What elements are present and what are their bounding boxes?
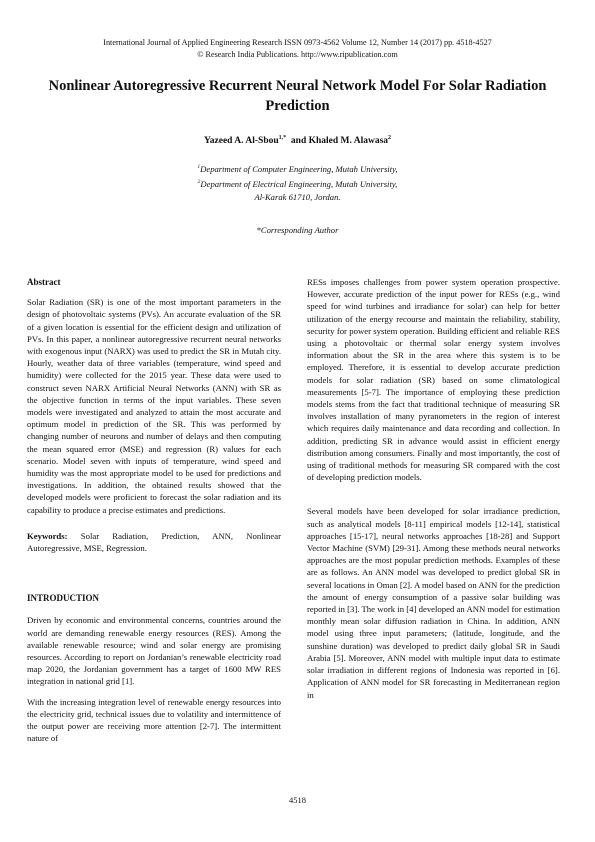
right-paragraph-2: Several models have been developed for solar irradiance prediction, such as analytical models [8-11] empirical models [12-14], statistical approaches [15-17], neural networks approaches [18-28] and Support Vector Machine (SVM) [29-31]. Among these methods neural networks approaches are the most popular prediction methods. Examples of these are as follows. An ANN model was developed to predict global SR in several locations in Oman [2]. A model based on ANN for the prediction the amount of energy consumption of a passive solar building was reported in [3]. The work in [4] developed an ANN model for estimation monthly mean solar diffusion radiation in China. In addition, ANN model using three input parameters; (latitude, longitude, and the sunshine duration) was developed to predict daily global SR in Saudi Arabia [5]. Moreover, ANN model with multiple input data to estimate solar irradiation in different regions of Indonesia was reported in [6]. Application of ANN model for SR forecasting in Mediterranean region in xyxy=(307,506,560,700)
page-number: 4518 xyxy=(289,795,306,805)
introduction-paragraph-2: With the increasing integration level of renewable energy resources into the electricity grid, technical issues due to volatility and intermittence of the output power are receiving more attention [2-7]. The intermittent nature of xyxy=(27,696,281,744)
author-2: Khaled M. Alawasa xyxy=(308,136,389,147)
keywords-label: Keywords: xyxy=(27,530,68,541)
affiliation-1-text: Department of Computer Engineering, Mutah University, xyxy=(200,163,398,174)
affiliation-3: Al-Karak 61710, Jordan. xyxy=(254,191,341,202)
corresponding-author-note: *Corresponding Author xyxy=(256,225,339,235)
author-1-superscript: 1,* xyxy=(278,135,287,141)
publisher-line: © Research India Publications. http://www.ripublication.com xyxy=(197,50,398,59)
author-connector: and xyxy=(290,136,307,147)
paper-title: Nonlinear Autoregressive Recurrent Neural Network Model For Solar Radiation Prediction xyxy=(48,78,547,114)
introduction-heading: INTRODUCTION xyxy=(27,593,100,604)
author-2-superscript: 2 xyxy=(388,135,392,141)
abstract-text: Solar Radiation (SR) is one of the most important parameters in the design of photovoltaic systems (PVs). An accurate evaluation of the SR of a given location is essential for the efficient design and utilization of PVs. In this paper, a nonlinear autoregressive recurrent neural networks with exogenous input (NARX) was used to predict the SR in Mutah city. Hourly, weather data of three variables (temperature, wind speed and humidity) were collected for the 2015 year. These data were used to construct seven NARX Artificial Neural Networks (ANN) with SR as the objective function in terms of the input variables. These seven models were investigated and analyzed to attain the most accurate and optimum model in prediction of the SR. This was performed by changing number of neurons and number of delays and then computing the mean squared error (MSE) and regression (R) values for each scenario. Model seven with inputs of temperature, wind speed and humidity was the most appropriate model to be used for predictions and investigations. In addition, the obtained results showed that the developed models were proficient to forecast the solar radiation and its capability to produce a precise estimates and predictions. xyxy=(27,297,281,515)
journal-header xyxy=(0,37,595,61)
affiliations xyxy=(0,161,595,204)
right-paragraph-1: RESs imposes challenges from power system operation prospective. However, accurate prediction of the input power for RESs (e.g., wind speed for wind turbines and irradiance for solar) can help for better utilization of the energy recourse and maintain the reliability, stability, security for power system operation. Building efficient and reliable RES using a photovoltaic or thermal solar energy system involves information about the SR in the area where this system is to be employed. Therefore, it is essential to develop accurate prediction models for solar radiation (SR) based on some climatological measurements [5-7]. The importance of employing these prediction models stems from the fact that traditional technique of measuring SR involves installation of many pyranometers in the region of interest which requires daily maintenance and data recording and collection. In addition, predicting SR in advance would assist in efficient energy distribution among consumers. Finally and most importantly, the cost of using of traditional methods for measuring SR compared with the cost of developing prediction models. xyxy=(307,277,560,483)
abstract-heading: Abstract xyxy=(27,277,61,287)
right-column xyxy=(307,276,560,701)
affiliation-2-superscript: 2 xyxy=(197,178,201,185)
author-line xyxy=(0,135,595,146)
affiliation-1 xyxy=(0,161,595,176)
journal-line: International Journal of Applied Engineering Research ISSN 0973-4562 Volume 12, Number 14 (2017) pp. 4518-4527 xyxy=(103,38,492,47)
affiliation-2 xyxy=(0,176,595,191)
left-column xyxy=(27,276,281,745)
keywords xyxy=(27,530,281,554)
affiliation-1-superscript: 1 xyxy=(197,164,201,170)
keywords-text: Solar Radiation, Prediction, ANN, Nonlinear Autoregressive, MSE, Regression. xyxy=(27,530,282,554)
introduction-paragraph-1: Driven by economic and environmental concerns, countries around the world are demanding renewable energy resources (RES). Among the available renewable resource; wind and solar energy are promising resources. According to report on Jordanian’s renewable electricity road map 2020, the Jordanian government has a target of 1600 MW RES integration in national grid [1]. xyxy=(27,615,281,687)
affiliation-2-text: Department of Electrical Engineering, Mutah University, xyxy=(200,178,398,189)
author-1: Yazeed A. Al-Sbou xyxy=(203,136,279,147)
